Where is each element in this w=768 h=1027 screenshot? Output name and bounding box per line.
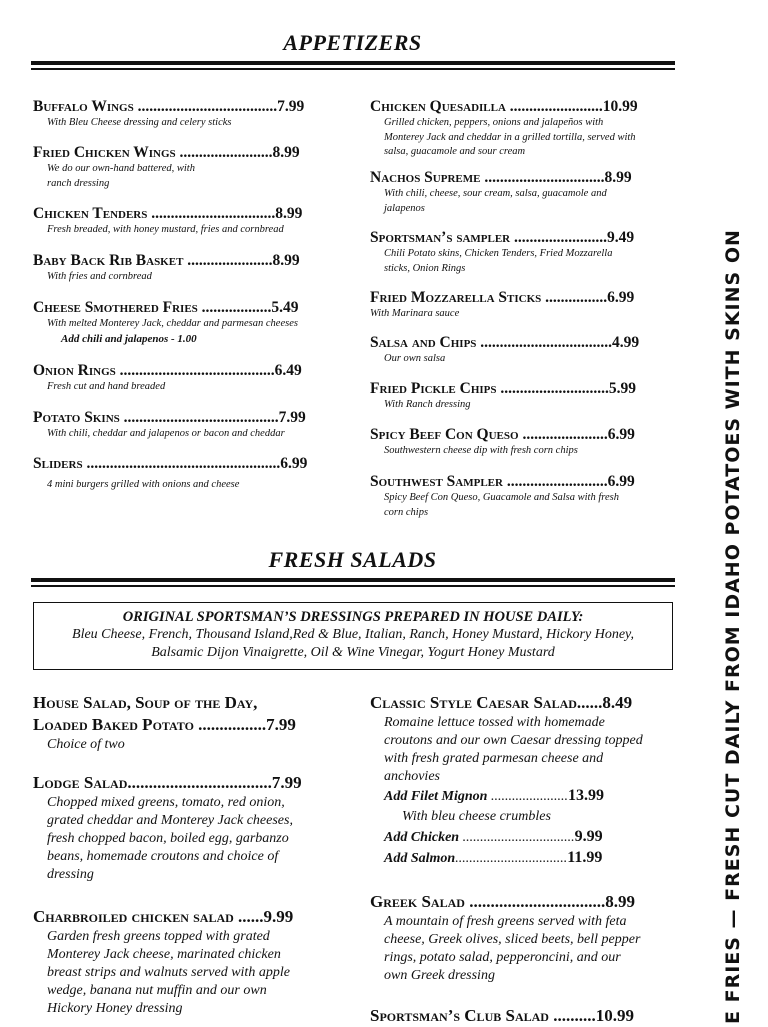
item-desc: Southwestern cheese dip with fresh corn chips	[384, 445, 578, 456]
item-desc: croutons and our own Caesar dressing topped	[384, 733, 643, 748]
item-name: Charbroiled chicken salad ......9.99	[33, 907, 294, 926]
item-desc: sticks, Onion Rings	[384, 262, 466, 274]
item-desc: Grilled chicken, peppers, onions and jalapeños with	[384, 117, 604, 128]
addon-filet-mignon	[384, 786, 643, 807]
item-desc: cheese, Greek olives, sliced beets, bell pepper	[384, 932, 641, 947]
item-desc: Hickory Honey dressing	[47, 1001, 183, 1016]
addon-salmon	[384, 848, 643, 869]
item-name: Chicken Tenders ................................8.99	[33, 205, 303, 222]
addon-dots: ......................	[487, 789, 568, 804]
item-desc: With chili, cheddar and jalapenos or bacon and cheddar	[47, 428, 285, 439]
menu-item-salsa-and-chips	[370, 333, 639, 367]
dressings-box	[33, 602, 673, 670]
addon-dots: ................................	[459, 830, 575, 845]
item-desc: Chili Potato skins, Chicken Tenders, Fried Mozzarella	[384, 248, 613, 259]
addon-price: 9.99	[574, 828, 603, 845]
item-name: Lodge Salad..................................7.99	[33, 773, 302, 792]
item-name: Spicy Beef Con Queso ......................6.99	[370, 426, 635, 443]
menu-item-southwest-sampler	[370, 472, 635, 520]
item-desc: With melted Monterey Jack, cheddar and parmesan cheeses	[47, 318, 298, 329]
addon-label: Add Chicken	[384, 830, 460, 845]
item-desc: breast strips and walnuts served with apple	[47, 965, 290, 980]
item-name: Nachos Supreme ...............................8.99	[370, 169, 632, 186]
item-desc: With Ranch dressing	[384, 399, 471, 410]
dressings-list-line: Balsamic Dijon Vinaigrette, Oil & Wine Vinegar, Yogurt Honey Mustard	[151, 645, 555, 660]
item-name: Potato Skins ........................................7.99	[33, 409, 306, 426]
item-desc: Garden fresh greens topped with grated	[47, 929, 270, 944]
item-name: Buffalo Wings ....................................7.99	[33, 98, 305, 115]
item-desc: Fresh cut and hand breaded	[47, 381, 166, 392]
menu-item-baby-back-rib-basket	[33, 251, 300, 285]
appetizers-title: APPETIZERS	[283, 30, 422, 55]
item-desc: wedge, banana nut muffin and our own	[47, 983, 267, 998]
dressings-heading: ORIGINAL SPORTSMAN’S DRESSINGS PREPARED IN HOUSE DAILY:	[122, 609, 584, 625]
item-desc: Chopped mixed greens, tomato, red onion,	[47, 795, 285, 810]
item-desc: Monterey Jack and cheddar in a grilled tortilla, served with	[384, 131, 636, 143]
menu-item-fried-pickle-chips	[370, 379, 636, 413]
item-desc: own Greek dressing	[384, 968, 495, 983]
menu-item-caesar-salad	[370, 692, 643, 869]
menu-item-sportsmans-sampler	[370, 228, 634, 276]
item-desc: A mountain of fresh greens served with feta	[384, 914, 627, 929]
menu-item-chicken-quesadilla	[370, 97, 638, 160]
item-desc: anchovies	[384, 769, 440, 784]
item-desc: With Marinara sauce	[370, 308, 460, 319]
salads-divider	[31, 578, 675, 587]
menu-item-cheese-smothered-fries	[33, 298, 299, 346]
menu-item-onion-rings	[33, 361, 302, 395]
side-banner: E FRIES — FRESH CUT DAILY FROM IDAHO POTATOES WITH SKINS ON	[722, 229, 744, 1024]
item-name: Salsa and Chips ..................................4.99	[370, 334, 640, 351]
item-name: Baby Back Rib Basket ......................8.99	[33, 252, 300, 269]
item-desc: Choice of two	[47, 737, 125, 752]
item-name: Cheese Smothered Fries ..................5.49	[33, 299, 299, 316]
item-name: Fried Pickle Chips ............................5.99	[370, 380, 637, 397]
item-addon: Add chili and jalapenos - 1.00	[61, 332, 197, 345]
dressings-list-line: Bleu Cheese, French, Thousand Island,Red & Blue, Italian, Ranch, Honey Mustard, Hickory Honey,	[72, 627, 634, 642]
item-name: Loaded Baked Potato ................7.99	[33, 715, 296, 734]
item-name: Fried Mozzarella Sticks ................6.99	[370, 289, 635, 306]
item-desc: Spicy Beef Con Queso, Guacamole and Salsa with fresh	[384, 492, 619, 503]
item-desc: corn chips	[384, 506, 429, 518]
item-desc: Fresh breaded, with honey mustard, fries and cornbread	[47, 224, 284, 235]
item-desc: with fresh grated parmesan cheese and	[384, 751, 604, 766]
menu-item-house-salad-combo	[33, 692, 296, 754]
item-name: Greek Salad ................................8.99	[370, 892, 635, 911]
item-desc: With fries and cornbread	[47, 271, 152, 282]
item-desc: With Bleu Cheese dressing and celery sticks	[47, 117, 232, 128]
menu-item-fried-mozzarella-sticks	[370, 288, 634, 322]
item-desc: We do our own-hand battered, with	[47, 163, 195, 174]
addon-price: 11.99	[567, 849, 603, 866]
menu-item-charbroiled-chicken-salad	[33, 906, 293, 1018]
menu-item-sliders	[33, 454, 307, 493]
appetizers-divider	[31, 61, 675, 70]
menu-item-fried-chicken-wings	[33, 143, 300, 191]
addon-label: Add Salmon	[384, 851, 456, 866]
salads-title: FRESH SALADS	[268, 547, 437, 572]
item-desc: 4 mini burgers grilled with onions and cheese	[47, 479, 240, 490]
item-desc: jalapenos	[384, 202, 425, 214]
item-name: Sportsman’s Club Salad ..........10.99	[370, 1006, 634, 1025]
item-name: Classic Style Caesar Salad......8.49	[370, 693, 633, 712]
item-name: House Salad, Soup of the Day,	[33, 693, 258, 712]
item-name: Sportsman’s sampler ........................9.49	[370, 229, 635, 246]
item-desc: dressing	[47, 867, 94, 882]
item-desc: With chili, cheese, sour cream, salsa, guacamole and	[384, 188, 607, 199]
addon-note: With bleu cheese crumbles	[402, 809, 551, 824]
item-name: Chicken Quesadilla ........................10.99	[370, 98, 638, 115]
item-name: Onion Rings ........................................6.49	[33, 362, 302, 379]
item-desc: fresh chopped bacon, boiled egg, garbanzo	[47, 831, 289, 846]
item-desc: rings, potato salad, pepperoncini, and our	[384, 950, 621, 965]
item-desc: Monterey Jack cheese, marinated chicken	[47, 947, 281, 962]
item-desc: beans, homemade croutons and choice of	[47, 849, 279, 864]
addon-chicken	[384, 827, 643, 848]
addon-dots: ................................	[455, 851, 568, 866]
menu-item-nachos-supreme	[370, 168, 632, 216]
menu-item-lodge-salad	[33, 772, 302, 884]
item-desc: Romaine lettuce tossed with homemade	[384, 715, 605, 730]
menu-item-potato-skins	[33, 408, 306, 442]
item-desc: ranch dressing	[47, 177, 110, 189]
menu-item-chicken-tenders	[33, 204, 302, 238]
menu-item-spicy-beef-con-queso	[370, 425, 635, 459]
item-name: Southwest Sampler ..........................6.99	[370, 473, 635, 490]
item-name: Fried Chicken Wings ........................8.99	[33, 144, 300, 161]
item-desc: grated cheddar and Monterey Jack cheeses,	[47, 813, 293, 828]
addon-label: Add Filet Mignon	[384, 789, 488, 804]
item-desc: salsa, guacamole and sour cream	[384, 146, 526, 157]
item-desc: Our own salsa	[384, 353, 446, 364]
menu-item-greek-salad	[370, 891, 640, 985]
item-name: Sliders ..................................................6.99	[33, 455, 308, 472]
menu-item-buffalo-wings	[33, 97, 304, 131]
addon-price: 13.99	[567, 787, 604, 804]
